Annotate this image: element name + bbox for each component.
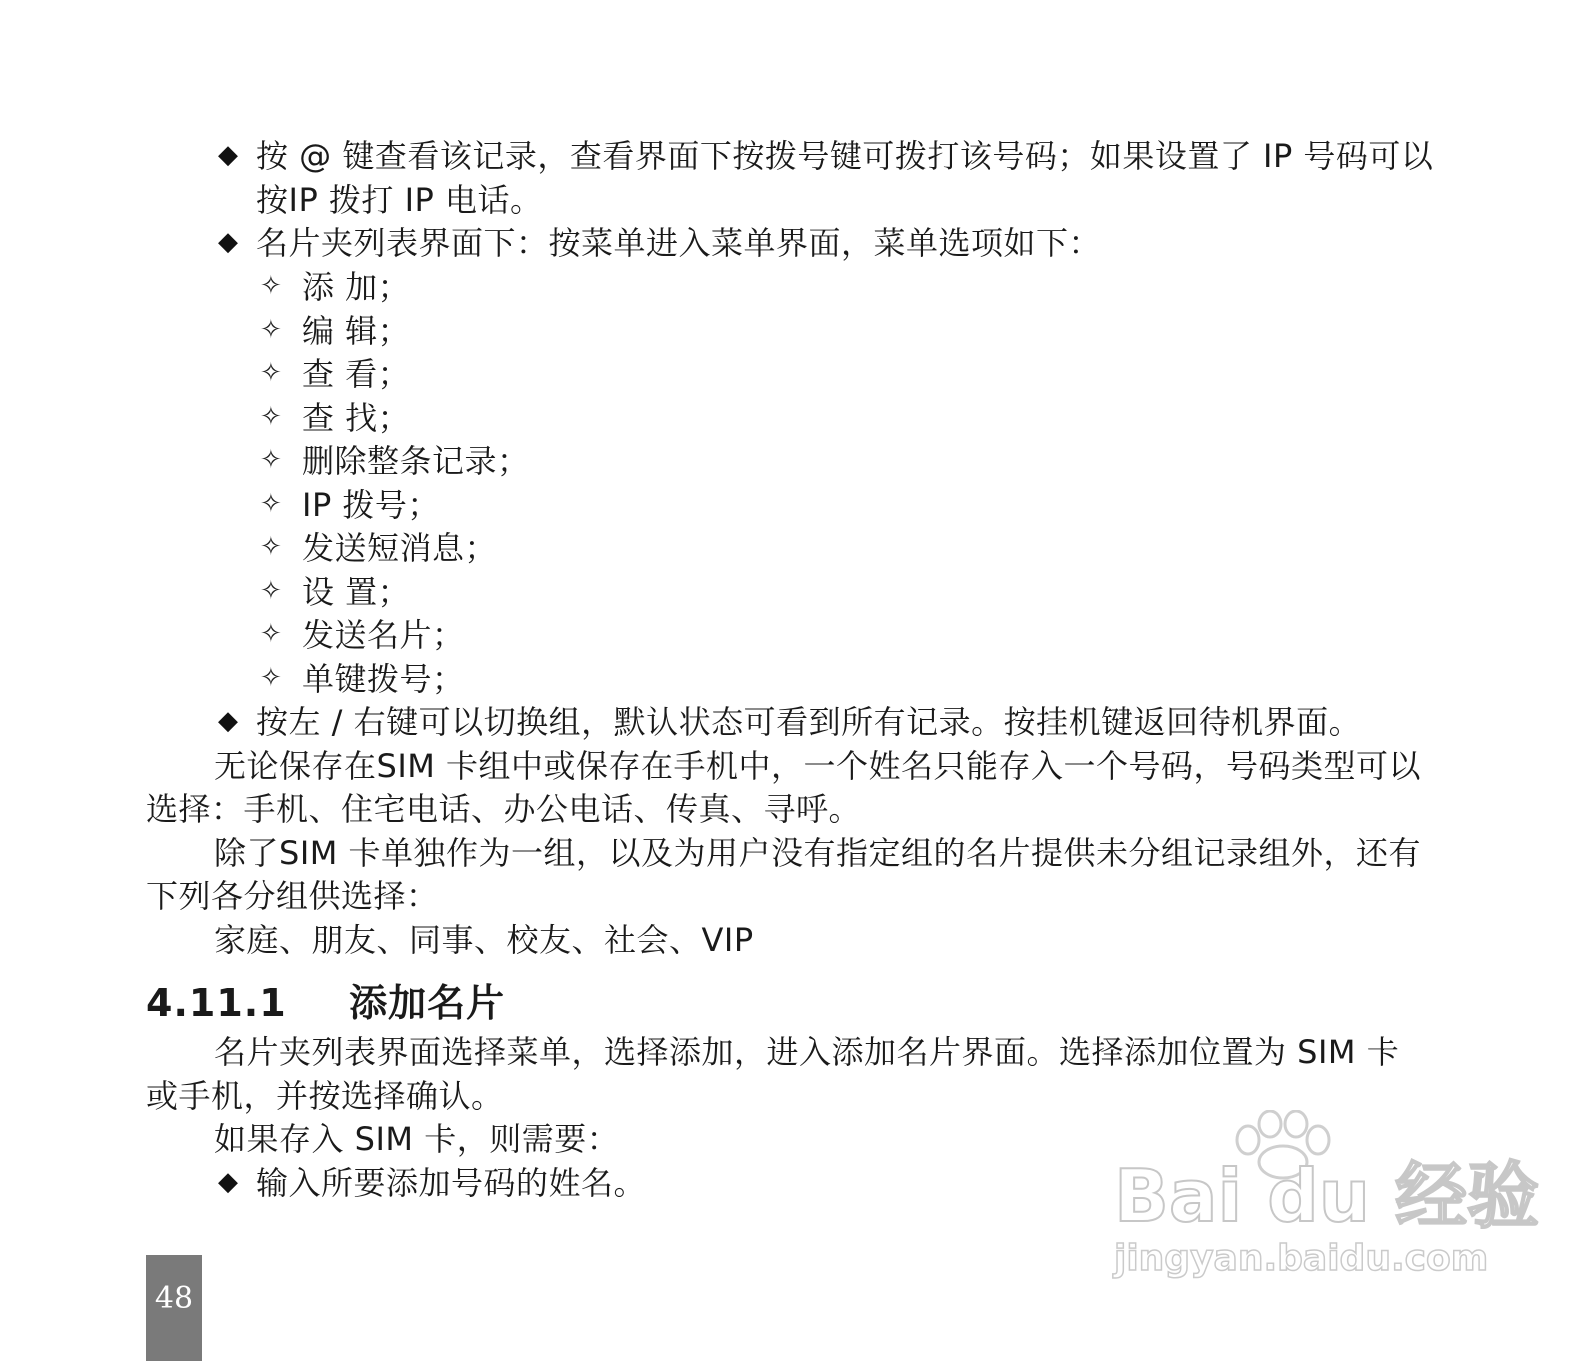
menu-option-item: 添 加； (302, 268, 411, 306)
page-number-tab (146, 1255, 202, 1361)
menu-option-item: 编 辑； (302, 312, 411, 350)
bullet-text-line: 按 @ 键查看该记录，查看界面下按拨号键可拨打该号码；如果设置了 IP 号码可以 (256, 137, 1434, 175)
black-diamond-icon: ◆ (218, 140, 238, 170)
menu-option-item: 单键拨号； (302, 660, 465, 698)
four-point-star-outline-icon: ✧ (260, 576, 282, 606)
four-point-star-outline-icon: ✧ (260, 619, 282, 649)
bullet-text-line: 按左 / 右键可以切换组，默认状态可看到所有记录。按挂机键返回待机界面。 (256, 703, 1362, 741)
paragraph-line: 或手机，并按选择确认。 (146, 1077, 504, 1115)
black-diamond-icon: ◆ (218, 227, 238, 257)
paragraph-line: 下列各分组供选择： (146, 877, 439, 915)
menu-option-item: IP 拨号； (302, 486, 440, 524)
menu-option-item: 发送名片； (302, 616, 465, 654)
baidu-jingyan-watermark (1110, 1110, 1540, 1290)
menu-option-item: 查 找； (302, 399, 411, 437)
four-point-star-outline-icon: ✧ (260, 489, 282, 519)
watermark-url-text: jingyan.baidu.com (1114, 1238, 1489, 1279)
paragraph-line: 除了SIM 卡单独作为一组，以及为用户没有指定组的名片提供未分组记录组外，还有 (214, 834, 1422, 872)
bullet-text-line: 输入所要添加号码的姓名。 (256, 1164, 647, 1202)
page-number: 48 (154, 1281, 194, 1316)
paragraph-line: 家庭、朋友、同事、校友、社会、VIP (214, 921, 754, 959)
four-point-star-outline-icon: ✧ (260, 315, 282, 345)
four-point-star-outline-icon: ✧ (260, 445, 282, 475)
four-point-star-outline-icon: ✧ (260, 402, 282, 432)
four-point-star-outline-icon: ✧ (260, 358, 282, 388)
four-point-star-outline-icon: ✧ (260, 663, 282, 693)
bullet-text-line: 按IP 拨打 IP 电话。 (256, 181, 543, 219)
menu-option-item: 设 置； (302, 573, 411, 611)
black-diamond-icon: ◆ (218, 1167, 238, 1197)
four-point-star-outline-icon: ✧ (260, 532, 282, 562)
section-heading (146, 980, 505, 1026)
four-point-star-outline-icon: ✧ (260, 271, 282, 301)
paragraph-line: 选择：手机、住宅电话、办公电话、传真、寻呼。 (146, 790, 862, 828)
menu-option-item: 删除整条记录； (302, 442, 530, 480)
paragraph-line: 如果存入 SIM 卡，则需要： (214, 1120, 620, 1158)
watermark-main-text: Bai du 经验 (1114, 1154, 1540, 1238)
menu-option-item: 发送短消息； (302, 529, 498, 567)
section-number: 4.11.1 (146, 981, 287, 1025)
bullet-text-line: 名片夹列表界面下：按菜单进入菜单界面，菜单选项如下： (256, 224, 1102, 262)
paragraph-line: 无论保存在SIM 卡组中或保存在手机中，一个姓名只能存入一个号码，号码类型可以 (214, 747, 1422, 785)
menu-option-item: 查 看； (302, 355, 411, 393)
black-diamond-icon: ◆ (218, 706, 238, 736)
paragraph-line: 名片夹列表界面选择菜单，选择添加，进入添加名片界面。选择添加位置为 SIM 卡 (214, 1033, 1400, 1071)
section-title: 添加名片 (349, 981, 506, 1025)
